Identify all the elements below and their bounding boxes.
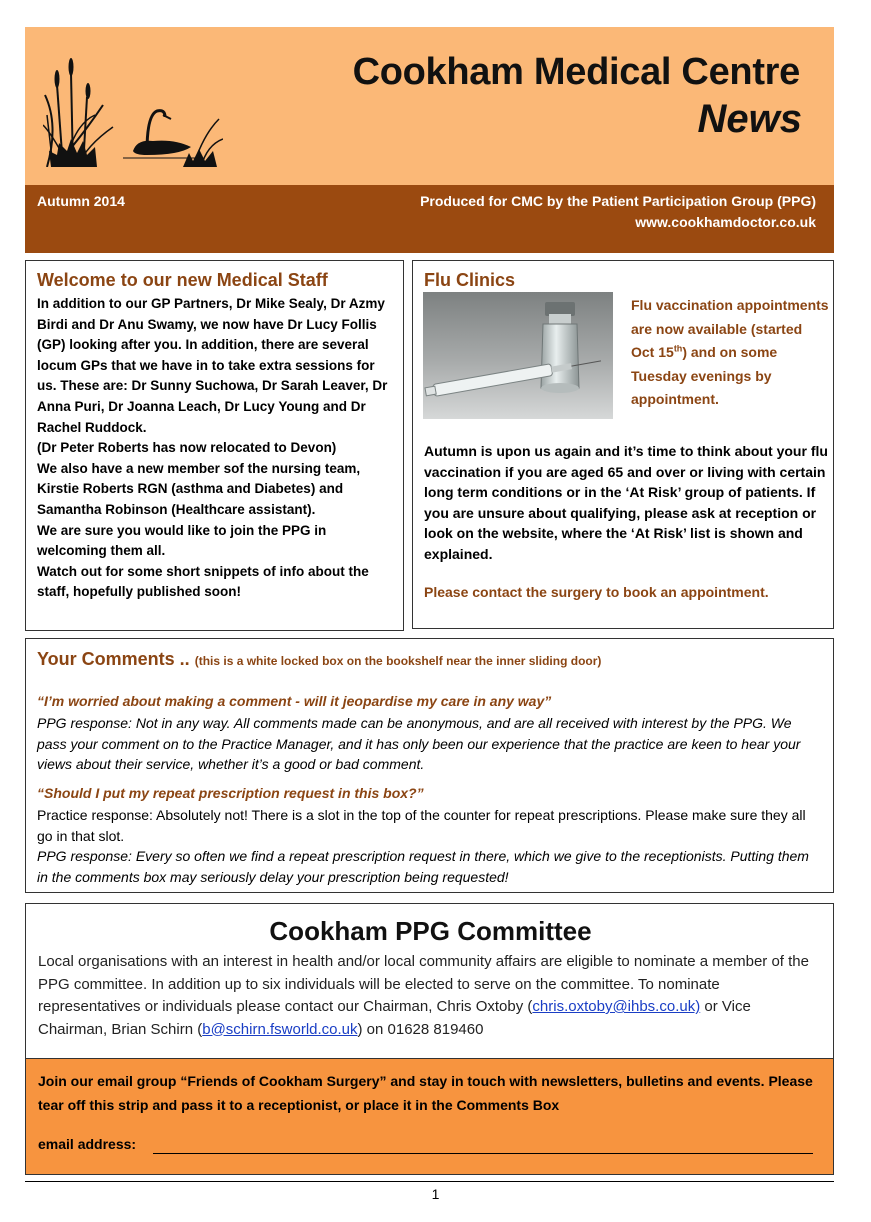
flu-contact: Please contact the surgery to book an appointment. bbox=[424, 584, 769, 600]
comments-title: Your Comments .. (this is a white locked box on the bookshelf near the inner sliding door) bbox=[37, 649, 602, 669]
committee-paragraph: Local organisations with an interest in health and/or local community affairs are eligible to nominate a member of the PPG committee. In addition up to six individuals will be elected to serve on the committee. To nominate representatives or individuals please contact our Chairman, Chris Oxtoby (chris.oxtoby@ihbs.co.uk) or Vice Chairman, Brian Schirn (b@schirn.fsworld.co.uk) on 01628 819460 bbox=[38, 953, 809, 1038]
comments-section bbox=[25, 638, 834, 893]
masthead-title: Cookham Medical Centre bbox=[352, 51, 800, 93]
page-number: 1 bbox=[431, 1186, 440, 1202]
flu-availability: Flu vaccination appointments are now available (started Oct 15th) and on some Tuesday evenings by appointment. bbox=[631, 297, 829, 407]
committee-title: Cookham PPG Committee bbox=[269, 916, 592, 946]
swan-reeds-icon bbox=[43, 55, 223, 167]
vice-chairman-email-link[interactable]: b@schirn.fsworld.co.uk bbox=[202, 1020, 358, 1038]
info-band bbox=[25, 185, 834, 253]
welcome-section bbox=[25, 260, 404, 631]
welcome-paragraph: We also have a new member sof the nursing team, Kirstie Roberts RGN (asthma and Diabetes) and Samantha Robinson (Healthcare assistant). bbox=[37, 460, 361, 517]
comment-response: PPG response: Not in any way. All comments made can be anonymous, and are all received with interest by the PPG. We pass your comment on to the Practice Manager, and it has only been our experience that the practice are keen to hear your views about their service, whether it’s a good or bad comment. bbox=[37, 715, 801, 772]
welcome-paragraph: We are sure you would like to join the PPG in welcoming them all. bbox=[37, 522, 327, 559]
welcome-paragraph: (Dr Peter Roberts has now relocated to Devon) bbox=[37, 440, 337, 456]
comments-note: (this is a white locked box on the bookshelf near the inner sliding door) bbox=[194, 654, 602, 668]
email-address-label: email address: bbox=[38, 1136, 137, 1152]
comment-response: Practice response: Absolutely not! There is a slot in the top of the counter for repeat prescriptions. Please make sure they all go in that slot. bbox=[37, 807, 806, 844]
producer-line: Produced for CMC by the Patient Participation Group (PPG) bbox=[420, 193, 816, 209]
welcome-paragraph: Watch out for some short snippets of info about the staff, hopefully published soon! bbox=[37, 563, 369, 600]
flu-paragraph: Autumn is upon us again and it’s time to think about your flu vaccination if you are aged 65 and over or living with certain long term conditions or in the ‘At Risk’ group of patients. If you are unsure about qualifying, please ask at reception or look on the website, where the ‘At Risk’ list is shown and explained. bbox=[424, 443, 828, 562]
signup-text: Join our email group “Friends of Cookham Surgery” and stay in touch with newsletters, bulletins and events. Please tear off this strip and pass it to a receptionist, or place it in the Comments Box bbox=[38, 1073, 813, 1113]
welcome-body bbox=[37, 294, 392, 603]
masthead-subtitle: News bbox=[697, 97, 802, 141]
flu-section bbox=[412, 260, 834, 629]
chairman-email-link[interactable]: chris.oxtoby@ihbs.co.uk) bbox=[532, 998, 701, 1015]
welcome-paragraph: In addition to our GP Partners, Dr Mike Sealy, Dr Azmy Birdi and Dr Anu Swamy, we now have Dr Lucy Follis (GP) looking after you. In addition, there are several locum GPs that we have in to take extra sessions for us. These are: Dr Sunny Suchowa, Dr Sarah Leaver, Dr Anna Puri, Dr Joanna Leach, Dr Lucy Young and Dr Rachel Ruddock. bbox=[37, 296, 388, 435]
vaccine-syringe-icon bbox=[423, 292, 613, 419]
website-link[interactable]: www.cookhamdoctor.co.uk bbox=[635, 214, 816, 230]
issue-season: Autumn 2014 bbox=[37, 193, 125, 209]
masthead bbox=[25, 27, 834, 185]
comment-response: PPG response: Every so often we find a repeat prescription request in there, which we give to the receptionists. Putting them in the comments box may seriously delay your prescription being requested! bbox=[37, 848, 809, 885]
comment-question: “Should I put my repeat prescription request in this box?” bbox=[37, 785, 424, 801]
comment-question: “I’m worried about making a comment - will it jeopardise my care in any way” bbox=[37, 693, 552, 709]
email-address-line bbox=[153, 1153, 813, 1154]
welcome-title: Welcome to our new Medical Staff bbox=[37, 270, 328, 290]
footer-divider bbox=[25, 1181, 834, 1182]
email-signup-strip bbox=[25, 1058, 834, 1175]
committee-section bbox=[25, 903, 834, 1076]
flu-title: Flu Clinics bbox=[424, 270, 516, 290]
